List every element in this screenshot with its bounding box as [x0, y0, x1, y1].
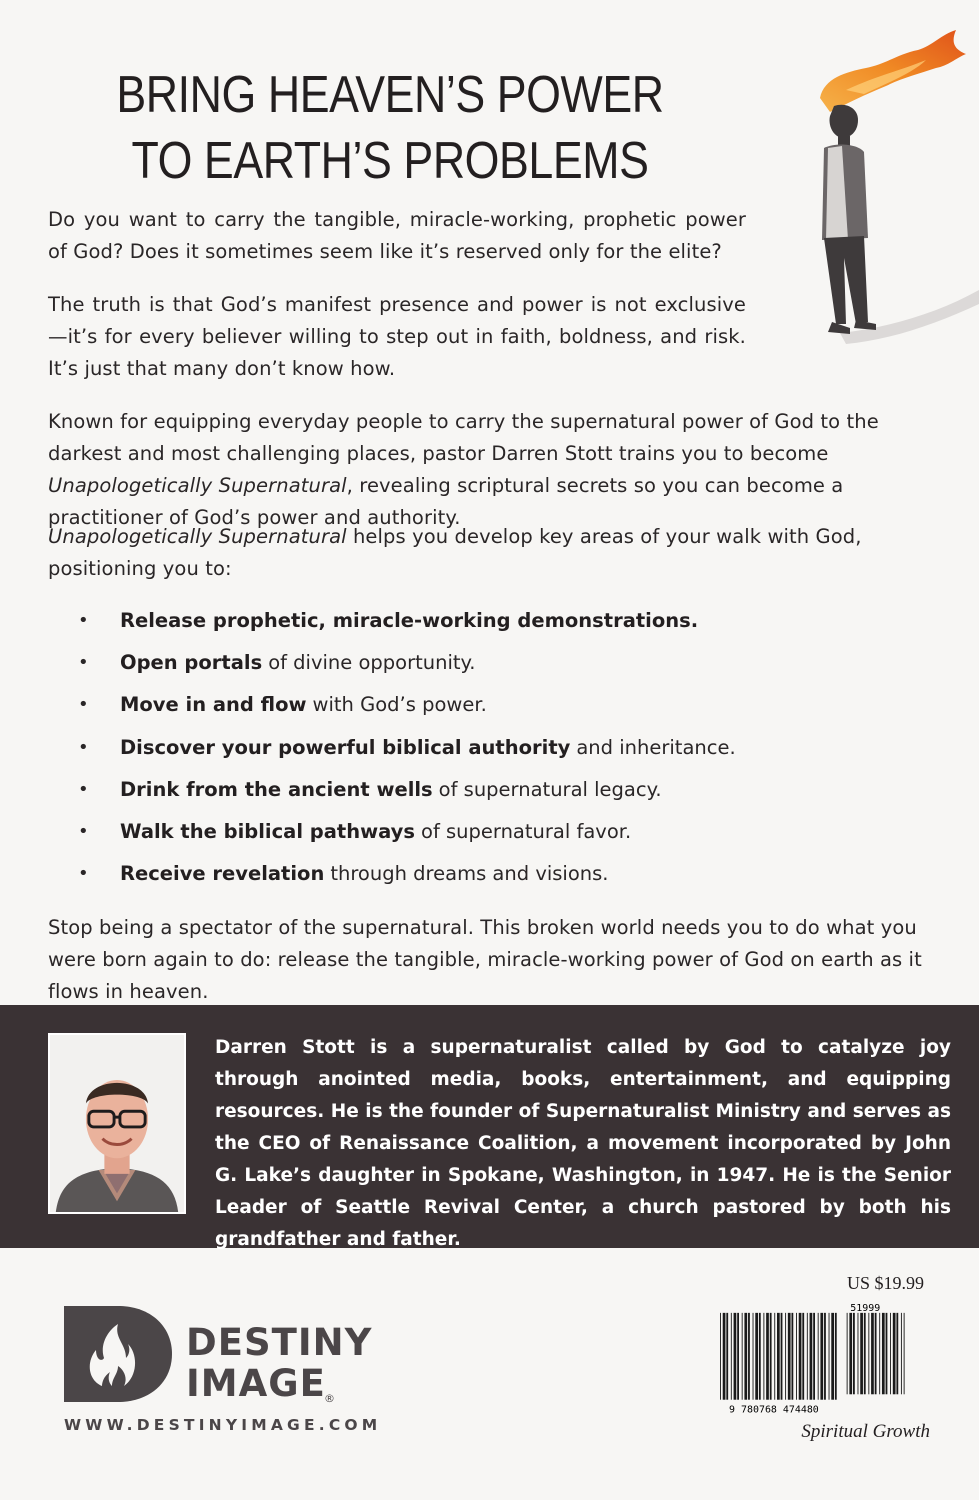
- barcode-bar: [734, 1313, 737, 1400]
- barcode-bar: [904, 1313, 905, 1394]
- barcode-bar: [875, 1313, 877, 1394]
- barcode-bar: [831, 1313, 834, 1400]
- publisher-name: [186, 1322, 372, 1404]
- barcode-bar: [796, 1313, 797, 1400]
- barcode-bar: [759, 1313, 761, 1400]
- barcode-bar: [853, 1313, 855, 1394]
- bullet-icon: •: [78, 736, 89, 758]
- headline-line-1: BRING HEAVEN’S POWER: [116, 66, 664, 124]
- list-item: • Receive revelation through dreams and visions.: [78, 858, 938, 900]
- barcode-bar: [882, 1313, 885, 1394]
- barcode-bar: [813, 1313, 815, 1400]
- p4-text-after: helps you develop key areas of your walk with God, positioning you to:: [48, 525, 862, 580]
- barcode-bar: [871, 1313, 874, 1394]
- barcode-bar: [781, 1313, 783, 1400]
- headline-line-2: TO EARTH’S PROBLEMS: [131, 132, 649, 190]
- price-label: US $19.99: [846, 1273, 924, 1293]
- author-bio: Darren Stott is a supernaturalist called by God to catalyze joy through anointed media, books, entertainment, and equipping resources. He is the founder of Supernaturalist Ministry and serves as the CEO of Renaissance Coalition, a movement incorporated by John G. Lake’s daughter in Spokane, Washington, in 1947. He is the Senior Leader of Seattle Revival Center, a church pastored by both his grandfather and father.: [215, 1037, 951, 1250]
- barcode-bar: [829, 1313, 830, 1400]
- barcode-bar: [766, 1313, 769, 1400]
- barcode-bar: [820, 1313, 823, 1400]
- barcode-bar: [742, 1313, 743, 1400]
- barcode-bar: [849, 1313, 852, 1394]
- list-item: • Drink from the ancient wells of supernatural legacy.: [78, 774, 938, 816]
- barcode-bar: [726, 1313, 728, 1400]
- list-item: • Open portals of divine opportunity.: [78, 647, 938, 689]
- bullet-icon: •: [78, 778, 89, 800]
- barcode-bar: [807, 1313, 808, 1400]
- barcode-bar: [791, 1313, 793, 1400]
- barcode-bar: [731, 1313, 732, 1400]
- barcode-bar: [744, 1313, 747, 1400]
- intro-paragraph-1: Do you want to carry the tangible, miracle-working, prophetic power of God? Does it sometimes seem like it’s reserved only for the elite?: [48, 208, 746, 263]
- barcode-bar: [824, 1313, 826, 1400]
- bullet-icon: •: [78, 694, 89, 716]
- barcode-bar: [847, 1313, 848, 1394]
- category-label: Spiritual Growth: [801, 1421, 930, 1442]
- barcode-bar: [753, 1313, 754, 1400]
- barcode-bar: [770, 1313, 772, 1400]
- barcode-bar: [810, 1313, 813, 1400]
- list-item: • Move in and flow with God’s power.: [78, 689, 938, 731]
- barcode-bar: [763, 1313, 764, 1400]
- flame-shape: [820, 30, 966, 112]
- list-item: • Walk the biblical pathways of supernatural favor.: [78, 816, 938, 858]
- barcode-bar: [901, 1313, 902, 1394]
- publisher-name-line-1: DESTINY: [186, 1321, 373, 1364]
- barcode-bar: [755, 1313, 758, 1400]
- bullet-icon: •: [78, 863, 89, 885]
- publisher-name-line-2: IMAGE: [186, 1362, 326, 1405]
- barcode-bar: [785, 1313, 786, 1400]
- isbn-digits: 9 780768 474480: [729, 1404, 819, 1416]
- p4-book-title: Unapologetically Supernatural: [48, 525, 347, 548]
- isbn-barcode: [700, 1302, 930, 1416]
- barcode-bar: [748, 1313, 750, 1400]
- barcode-bar: [802, 1313, 804, 1400]
- barcode-bar: [890, 1313, 891, 1394]
- barcode-bar: [835, 1313, 837, 1400]
- price-code-digits: 51999: [850, 1303, 881, 1315]
- bullet-icon: •: [78, 820, 89, 842]
- barcode-graphic: [700, 1302, 930, 1416]
- author-photo: [48, 1033, 186, 1214]
- barcode-bar: [879, 1313, 880, 1394]
- barcode-bar: [799, 1313, 802, 1400]
- barcode-bar: [864, 1313, 866, 1394]
- bullet-icon: •: [78, 610, 89, 631]
- intro-paragraph-2: The truth is that God’s manifest presence and power is not exclusive—it’s for every believer willing to step out in faith, boldness, and risk. It’s just that many don’t know how.: [48, 293, 746, 380]
- barcode-bar: [886, 1313, 888, 1394]
- intro-paragraph-3: [48, 406, 953, 534]
- list-item: • Release prophetic, miracle-working demonstrations.: [78, 605, 938, 647]
- barcode-bar: [896, 1313, 898, 1394]
- p3-book-title: Unapologetically Supernatural: [48, 474, 347, 497]
- registered-mark: ®: [324, 1392, 335, 1405]
- barcode-bar: [737, 1313, 739, 1400]
- destiny-image-logo-icon: [64, 1306, 172, 1402]
- barcode-bar: [818, 1313, 819, 1400]
- publisher-url: WWW.DESTINYIMAGE.COM: [64, 1416, 382, 1434]
- barcode-bar: [860, 1313, 863, 1394]
- barcode-bar: [868, 1313, 869, 1394]
- bullet-icon: •: [78, 652, 89, 674]
- barcode-bar: [723, 1313, 726, 1400]
- intro-paragraph-4: [48, 521, 953, 585]
- walking-man-illustration: [806, 28, 979, 348]
- p3-text-before: Known for equipping everyday people to carry the supernatural power of God to the darkest and most challenging places, pastor Darren Stott trains you to become: [48, 410, 879, 465]
- benefit-list: [78, 605, 938, 900]
- closing-paragraph: Stop being a spectator of the supernatural. This broken world needs you to do what you were born again to do: release the tangible, miracle-working power of God on earth as it flows in heaven.: [48, 916, 922, 1003]
- barcode-bar: [777, 1313, 780, 1400]
- barcode-bar: [774, 1313, 775, 1400]
- barcode-bar: [893, 1313, 896, 1394]
- headline: [55, 62, 726, 194]
- barcode-bar: [788, 1313, 791, 1400]
- barcode-bar: [858, 1313, 859, 1394]
- p3-text-after: , revealing scriptural secrets so you can become a practitioner of God’s power and authority.: [48, 474, 844, 529]
- barcode-bar: [720, 1313, 721, 1400]
- list-item: • Discover your powerful biblical authority and inheritance.: [78, 732, 938, 774]
